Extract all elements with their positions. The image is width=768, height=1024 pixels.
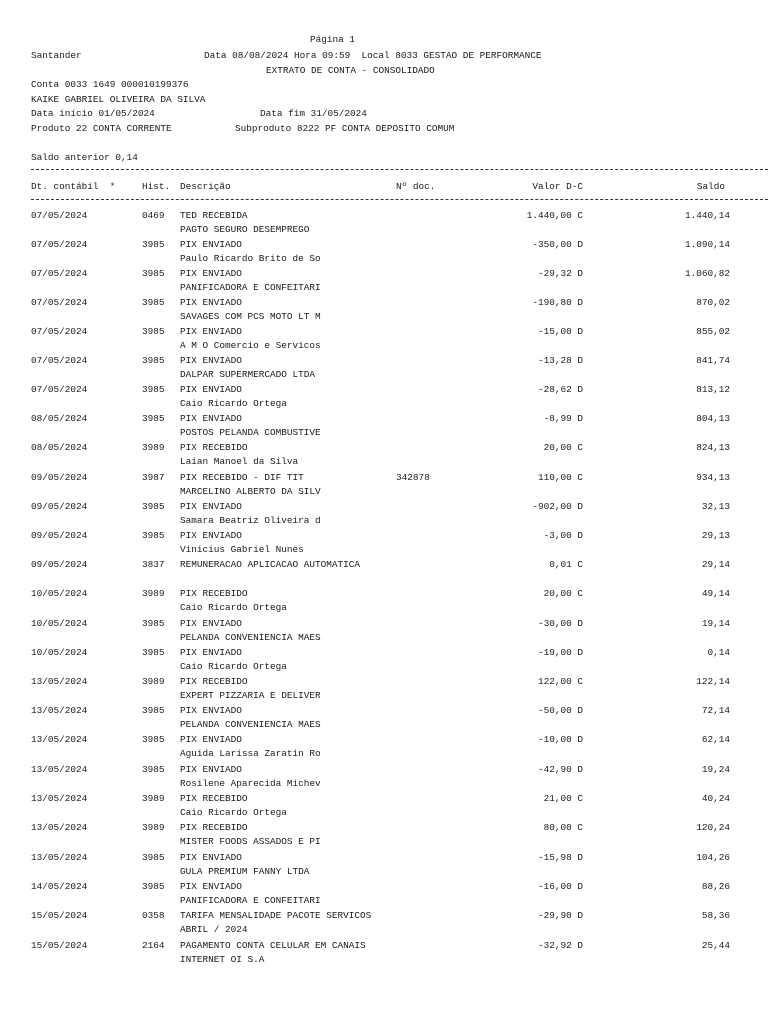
row-balance: 19,24 [701,764,730,775]
col-header-value: Valor D-C [532,181,583,192]
row-value: -3,00 D [543,530,583,541]
row-balance: 25,44 [701,940,730,951]
row-detail: PANIFICADORA E CONFEITARI [180,282,321,293]
row-detail: INTERNET OI S.A [180,954,265,965]
row-date: 07/05/2024 [31,326,88,337]
row-detail: A M O Comercio e Servicos [180,340,321,351]
row-value: -902,00 D [532,501,583,512]
row-description: PIX ENVIADO [180,501,242,512]
row-hist: 3987 [142,472,165,483]
row-hist: 3985 [142,413,165,424]
row-balance: 29,13 [701,530,730,541]
row-detail: POSTOS PELANDA COMBUSTIVE [180,427,321,438]
row-date: 14/05/2024 [31,881,88,892]
row-date: 07/05/2024 [31,268,88,279]
row-description: PIX ENVIADO [180,239,242,250]
row-detail: Caio Ricardo Ortega [180,398,287,409]
row-balance: 32,13 [701,501,730,512]
header-rule-bottom [31,199,768,200]
row-doc-number: 342878 [396,472,430,483]
row-balance: 824,13 [696,442,730,453]
row-value: -15,00 D [537,326,583,337]
row-balance: 19,14 [701,618,730,629]
row-description: PIX ENVIADO [180,705,242,716]
row-balance: 1.060,82 [684,268,730,279]
row-hist: 3989 [142,822,165,833]
document-title: EXTRATO DE CONTA - CONSOLIDADO [266,65,435,76]
row-date: 07/05/2024 [31,297,88,308]
row-detail: GULA PREMIUM FANNY LTDA [180,866,310,877]
row-hist: 3985 [142,852,165,863]
row-description: TARIFA MENSALIDADE PACOTE SERVICOS [180,910,372,921]
row-description: PIX ENVIADO [180,647,242,658]
row-detail: MISTER FOODS ASSADOS E PI [180,836,321,847]
header-rule-top [31,169,768,170]
row-balance: 0,14 [707,647,730,658]
row-description: PIX ENVIADO [180,734,242,745]
row-date: 10/05/2024 [31,588,88,599]
row-hist: 3985 [142,355,165,366]
row-hist: 0358 [142,910,165,921]
row-value: -29,32 D [537,268,583,279]
row-date: 13/05/2024 [31,852,88,863]
row-hist: 3837 [142,559,165,570]
row-balance: 870,02 [696,297,730,308]
row-description: PIX ENVIADO [180,355,242,366]
row-hist: 3989 [142,588,165,599]
row-balance: 72,14 [701,705,730,716]
row-detail: PANIFICADORA E CONFEITARI [180,895,321,906]
row-detail: Vinicius Gabriel Nunes [180,544,304,555]
row-value: 21,00 C [543,793,583,804]
row-value: 80,00 C [543,822,583,833]
row-detail: MARCELINO ALBERTO DA SILV [180,486,321,497]
row-detail: Caio Ricardo Ortega [180,807,287,818]
account-holder: KAIKE GABRIEL OLIVEIRA DA SILVA [31,94,206,105]
row-description: PIX ENVIADO [180,881,242,892]
row-hist: 2164 [142,940,165,951]
row-balance: 1.090,14 [684,239,730,250]
row-hist: 3985 [142,501,165,512]
row-value: -29,90 D [537,910,583,921]
row-value: 0,01 C [549,559,583,570]
row-hist: 3985 [142,705,165,716]
product: Produto 22 CONTA CORRENTE [31,123,172,134]
row-value: -19,00 D [537,647,583,658]
row-date: 13/05/2024 [31,793,88,804]
row-value: -32,92 D [537,940,583,951]
row-date: 13/05/2024 [31,676,88,687]
col-header-balance: Saldo [696,181,725,192]
row-balance: 29,14 [701,559,730,570]
row-detail: DALPAR SUPERMERCADO LTDA [180,369,316,380]
row-value: -190,80 D [532,297,583,308]
row-balance: 88,26 [701,881,730,892]
row-value: 20,00 C [543,442,583,453]
row-value: -30,00 D [537,618,583,629]
row-balance: 1.440,14 [684,210,730,221]
row-balance: 122,14 [696,676,730,687]
subproduct: Subproduto 8222 PF CONTA DEPOSITO COMUM [235,123,455,134]
row-detail: EXPERT PIZZARIA E DELIVER [180,690,321,701]
row-detail: SAVAGES COM PCS MOTO LT M [180,311,321,322]
row-hist: 3985 [142,734,165,745]
row-description: PIX ENVIADO [180,384,242,395]
row-value: -8,99 D [543,413,583,424]
row-date: 07/05/2024 [31,210,88,221]
start-date: Data início 01/05/2024 [31,108,155,119]
row-date: 07/05/2024 [31,355,88,366]
row-hist: 3985 [142,764,165,775]
row-description: PIX ENVIADO [180,297,242,308]
row-balance: 813,12 [696,384,730,395]
row-date: 10/05/2024 [31,647,88,658]
row-date: 09/05/2024 [31,472,88,483]
row-date: 13/05/2024 [31,734,88,745]
col-header-date: Dt. contábil * [31,181,116,192]
row-detail: PELANDA CONVENIENCIA MAES [180,632,321,643]
previous-balance: Saldo anterior 0,14 [31,152,138,163]
row-date: 13/05/2024 [31,822,88,833]
row-description: PIX RECEBIDO [180,588,248,599]
row-date: 10/05/2024 [31,618,88,629]
row-date: 08/05/2024 [31,442,88,453]
row-hist: 3985 [142,530,165,541]
row-description: PIX ENVIADO [180,530,242,541]
row-description: PIX ENVIADO [180,618,242,629]
row-hist: 3985 [142,268,165,279]
row-description: PIX RECEBIDO [180,442,248,453]
row-description: REMUNERACAO APLICACAO AUTOMATICA [180,559,361,570]
row-description: TED RECEBIDA [180,210,248,221]
account-number: Conta 0033 1649 000010199376 [31,79,189,90]
row-detail: ABRIL / 2024 [180,924,248,935]
row-date: 09/05/2024 [31,501,88,512]
row-balance: 58,36 [701,910,730,921]
issue-datetime-local: Data 08/08/2024 Hora 09:59 Local 8033 GESTAO DE PERFORMANCE [204,50,542,61]
row-value: -350,00 D [532,239,583,250]
row-value: 122,00 C [537,676,583,687]
row-detail: PAGTO SEGURO DESEMPREGO [180,224,310,235]
row-detail: PELANDA CONVENIENCIA MAES [180,719,321,730]
row-detail: Paulo Ricardo Brito de So [180,253,321,264]
row-detail: Caio Ricardo Ortega [180,602,287,613]
row-description: PIX ENVIADO [180,413,242,424]
col-header-doc: Nº doc. [396,181,436,192]
row-hist: 3989 [142,442,165,453]
row-date: 07/05/2024 [31,384,88,395]
row-value: -15,98 D [537,852,583,863]
row-description: PIX ENVIADO [180,326,242,337]
row-date: 13/05/2024 [31,764,88,775]
row-balance: 62,14 [701,734,730,745]
row-detail: Laian Manoel da Silva [180,456,299,467]
row-balance: 934,13 [696,472,730,483]
bank-name: Santander [31,50,82,61]
row-hist: 3985 [142,618,165,629]
row-hist: 3985 [142,881,165,892]
row-detail: Samara Beatriz Oliveira d [180,515,321,526]
row-value: -10,00 D [537,734,583,745]
row-value: 20,00 C [543,588,583,599]
row-date: 07/05/2024 [31,239,88,250]
row-value: 1.440,00 C [526,210,583,221]
row-description: PIX RECEBIDO [180,676,248,687]
row-value: -50,00 D [537,705,583,716]
row-value: -13,28 D [537,355,583,366]
row-value: 110,00 C [537,472,583,483]
row-detail: Rosilene Aparecida Michev [180,778,321,789]
row-date: 15/05/2024 [31,940,88,951]
row-description: PIX ENVIADO [180,764,242,775]
row-description: PIX RECEBIDO [180,793,248,804]
row-date: 08/05/2024 [31,413,88,424]
row-description: PIX ENVIADO [180,268,242,279]
row-balance: 40,24 [701,793,730,804]
row-date: 13/05/2024 [31,705,88,716]
row-balance: 49,14 [701,588,730,599]
row-detail: Aguida Larissa Zaratin Ro [180,748,321,759]
row-description: PIX RECEBIDO [180,822,248,833]
row-hist: 3989 [142,793,165,804]
row-hist: 3985 [142,326,165,337]
col-header-hist: Hist. [142,181,171,192]
row-date: 09/05/2024 [31,559,88,570]
row-detail: Caio Ricardo Ortega [180,661,287,672]
row-balance: 804,13 [696,413,730,424]
col-header-desc: Descrição [180,181,231,192]
end-date: Data fim 31/05/2024 [260,108,367,119]
page-number: Página 1 [310,34,356,45]
row-hist: 3989 [142,676,165,687]
row-balance: 855,02 [696,326,730,337]
row-hist: 3985 [142,647,165,658]
row-description: PAGAMENTO CONTA CELULAR EM CANAIS [180,940,366,951]
row-description: PIX ENVIADO [180,852,242,863]
row-value: -16,00 D [537,881,583,892]
row-value: -42,90 D [537,764,583,775]
row-hist: 3985 [142,239,165,250]
row-date: 09/05/2024 [31,530,88,541]
row-hist: 3985 [142,297,165,308]
row-description: PIX RECEBIDO - DIF TIT [180,472,304,483]
row-hist: 3985 [142,384,165,395]
row-balance: 104,26 [696,852,730,863]
row-date: 15/05/2024 [31,910,88,921]
row-hist: 0469 [142,210,165,221]
row-value: -28,62 D [537,384,583,395]
row-balance: 120,24 [696,822,730,833]
row-balance: 841,74 [696,355,730,366]
